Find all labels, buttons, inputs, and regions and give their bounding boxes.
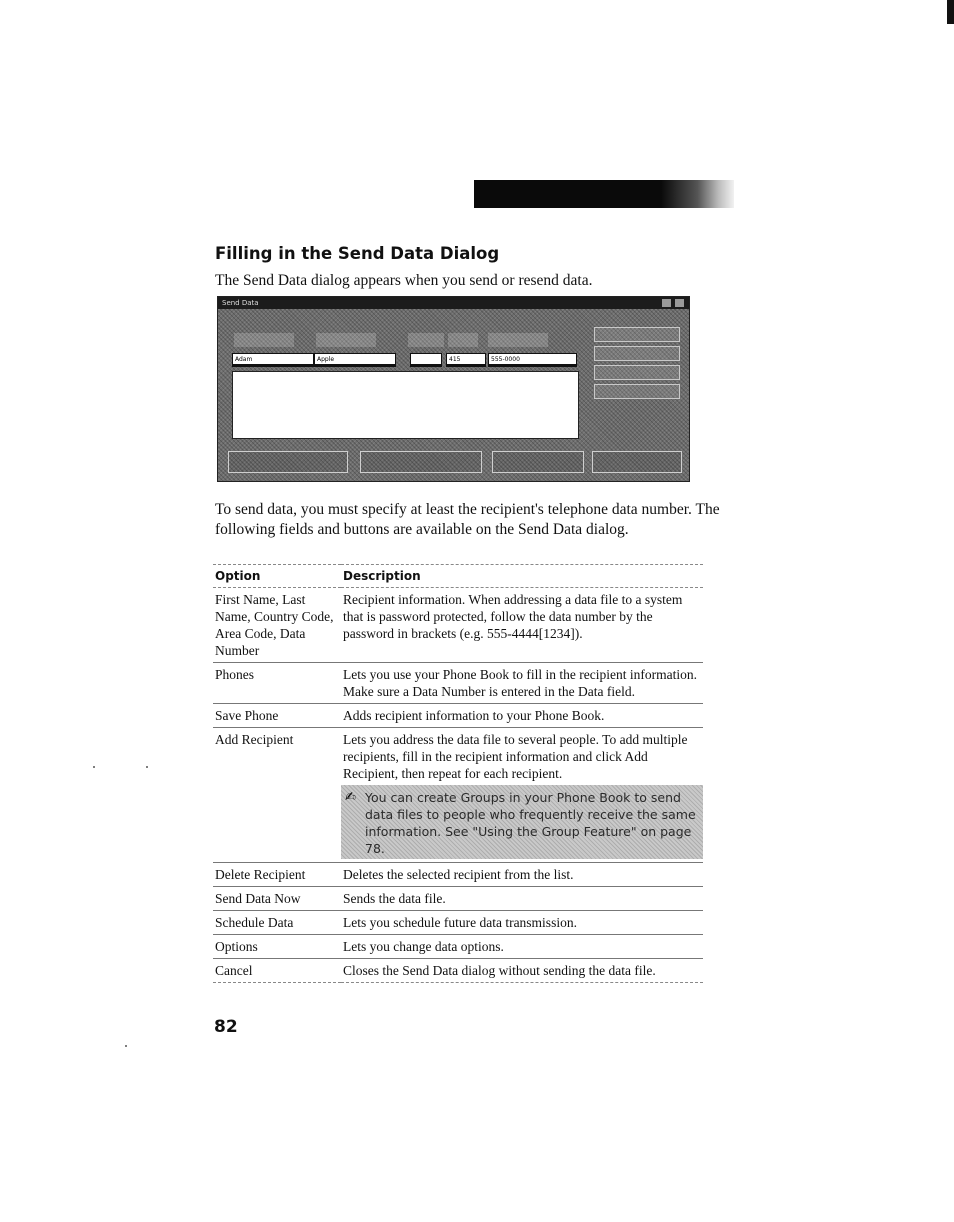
chapter-header-bar: [474, 180, 734, 208]
table-row: [213, 588, 703, 663]
tip-note-text: You can create Groups in your Phone Book to send data files to people who frequently receive the same information. See "Using the Group Feature" on page 78.: [365, 790, 696, 856]
option-cell: Cancel: [213, 959, 341, 983]
table-row: [213, 704, 703, 728]
option-column-header: Option: [213, 565, 341, 588]
page-number: 82: [214, 1017, 238, 1037]
table-header-row: [213, 565, 703, 588]
field-label: [408, 333, 444, 347]
delete-recipient-button: [594, 384, 680, 399]
description-cell: Deletes the selected recipient from the list.: [341, 863, 703, 887]
hand-writing-icon: ✍: [345, 790, 356, 805]
tip-note: [341, 785, 703, 859]
description-cell: Lets you use your Phone Book to fill in the recipient information. Make sure a Data Number is entered in the Data field.: [341, 663, 703, 704]
table-row: [213, 959, 703, 983]
save-phone-button: [594, 346, 680, 361]
send-data-dialog-screenshot: [217, 296, 690, 482]
schedule-data-button: [360, 451, 482, 473]
phones-button: [594, 327, 680, 342]
intro-text: The Send Data dialog appears when you send or resend data.: [215, 272, 593, 289]
page-edge-mark: [947, 0, 954, 24]
dialog-titlebar: [218, 297, 689, 309]
options-table: [213, 564, 703, 983]
field-label: [488, 333, 548, 347]
table-row: [213, 911, 703, 935]
description-cell: Lets you schedule future data transmission.: [341, 911, 703, 935]
table-row: [213, 863, 703, 887]
option-cell: Save Phone: [213, 704, 341, 728]
table-row: [213, 935, 703, 959]
scan-speck: [93, 766, 95, 768]
scan-speck: [146, 766, 148, 768]
cancel-button: [592, 451, 682, 473]
option-cell: Delete Recipient: [213, 863, 341, 887]
description-cell: Lets you change data options.: [341, 935, 703, 959]
close-icon: [675, 299, 684, 307]
table-row: [213, 887, 703, 911]
first-name-field: Adam: [232, 353, 314, 367]
add-recipient-button: [594, 365, 680, 380]
last-name-field: Apple: [314, 353, 396, 367]
area-code-field: 415: [446, 353, 486, 367]
option-cell: Options: [213, 935, 341, 959]
table-row: [213, 728, 703, 863]
recipient-list: [232, 371, 579, 439]
field-label: [316, 333, 376, 347]
minimize-icon: [662, 299, 671, 307]
table-row: [213, 663, 703, 704]
section-heading: Filling in the Send Data Dialog: [215, 244, 500, 263]
description-cell: Adds recipient information to your Phone Book.: [341, 704, 703, 728]
description-cell: Sends the data file.: [341, 887, 703, 911]
field-label: [234, 333, 294, 347]
option-cell: Send Data Now: [213, 887, 341, 911]
body-paragraph: To send data, you must specify at least the recipient's telephone data number. The following fields and buttons are available on the Send Data dialog.: [215, 501, 720, 538]
option-cell: First Name, Last Name, Country Code, Area Code, Data Number: [213, 588, 341, 663]
description-text: Lets you address the data file to several people. To add multiple recipients, fill in the recipient information and click Add Recipient, then repeat for each recipient.: [343, 732, 688, 781]
scan-speck: [125, 1045, 127, 1047]
country-code-field: [410, 353, 442, 367]
data-number-field: 555-0000: [488, 353, 577, 367]
option-cell: Schedule Data: [213, 911, 341, 935]
field-label: [448, 333, 478, 347]
description-cell: [341, 728, 703, 863]
option-cell: Add Recipient: [213, 728, 341, 863]
description-column-header: Description: [341, 565, 703, 588]
description-cell: Recipient information. When addressing a data file to a system that is password protected, follow the data number by the password in brackets (e.g. 555-4444[1234]).: [341, 588, 703, 663]
option-cell: Phones: [213, 663, 341, 704]
description-cell: Closes the Send Data dialog without sending the data file.: [341, 959, 703, 983]
send-data-now-button: [228, 451, 348, 473]
dialog-title: Send Data: [222, 299, 259, 307]
options-button: [492, 451, 584, 473]
